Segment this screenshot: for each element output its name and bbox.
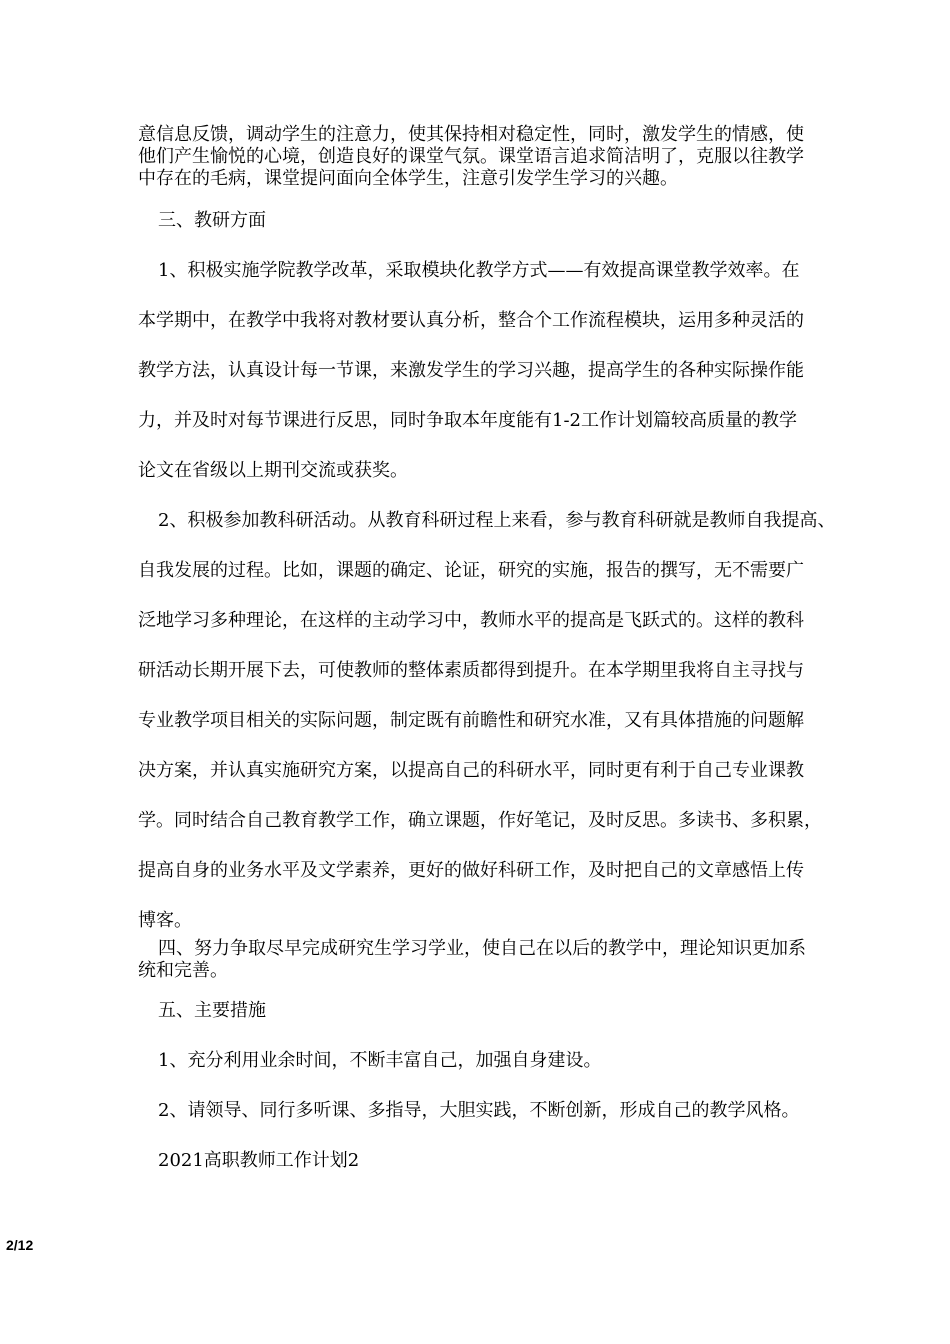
paragraph-line: 本学期中，在教学中我将对教材要认真分析，整合个工作流程模块，运用多种灵活的 <box>138 310 804 331</box>
paragraph-line: 提高自身的业务水平及文学素养，更好的做好科研工作，及时把自己的文章感悟上传 <box>138 860 804 881</box>
list-item: 1、充分利用业余时间，不断丰富自己，加强自身建设。 <box>158 1050 602 1071</box>
paragraph-line: 研活动长期开展下去，可使教师的整体素质都得到提升。在本学期里我将自主寻找与 <box>138 660 804 681</box>
paragraph-line: 统和完善。 <box>138 960 228 981</box>
paragraph-line: 论文在省级以上期刊交流或获奖。 <box>138 460 408 481</box>
paragraph-line: 中存在的毛病，课堂提问面向全体学生，注意引发学生学习的兴趣。 <box>138 168 678 189</box>
paragraph-line: 学。同时结合自己教育教学工作，确立课题，作好笔记，及时反思。多读书、多积累， <box>138 810 822 831</box>
paragraph-line: 力，并及时对每节课进行反思，同时争取本年度能有1-2工作计划篇较高质量的教学 <box>138 410 797 431</box>
paragraph-line: 意信息反馈，调动学生的注意力，使其保持相对稳定性，同时，激发学生的情感，使 <box>138 124 804 145</box>
document-title: 2021高职教师工作计划2 <box>158 1150 360 1171</box>
paragraph-line: 2、积极参加教科研活动。从教育科研过程上来看，参与教育科研就是教师自我提高、 <box>158 510 836 531</box>
paragraph-line: 泛地学习多种理论，在这样的主动学习中，教师水平的提高是飞跃式的。这样的教科 <box>138 610 804 631</box>
list-item: 2、请领导、同行多听课、多指导，大胆实践，不断创新，形成自己的教学风格。 <box>158 1100 800 1121</box>
paragraph-line: 四、努力争取尽早完成研究生学习学业，使自己在以后的教学中，理论知识更加系 <box>158 938 806 959</box>
paragraph-line: 决方案，并认真实施研究方案，以提高自己的科研水平，同时更有利于自己专业课教 <box>138 760 804 781</box>
paragraph-line: 他们产生愉悦的心境，创造良好的课堂气氛。课堂语言追求简洁明了，克服以往教学 <box>138 146 804 167</box>
page-number: 2/12 <box>6 1237 34 1253</box>
section-heading: 三、教研方面 <box>158 210 266 231</box>
section-heading: 五、主要措施 <box>158 1000 266 1021</box>
paragraph-line: 教学方法，认真设计每一节课，来激发学生的学习兴趣，提高学生的各种实际操作能 <box>138 360 804 381</box>
paragraph-line: 1、积极实施学院教学改革，采取模块化教学方式——有效提高课堂教学效率。在 <box>158 260 800 281</box>
paragraph-line: 自我发展的过程。比如，课题的确定、论证，研究的实施，报告的撰写，无不需要广 <box>138 560 804 581</box>
paragraph-line: 专业教学项目相关的实际问题，制定既有前瞻性和研究水准，又有具体措施的问题解 <box>138 710 804 731</box>
paragraph-line: 博客。 <box>138 910 192 931</box>
